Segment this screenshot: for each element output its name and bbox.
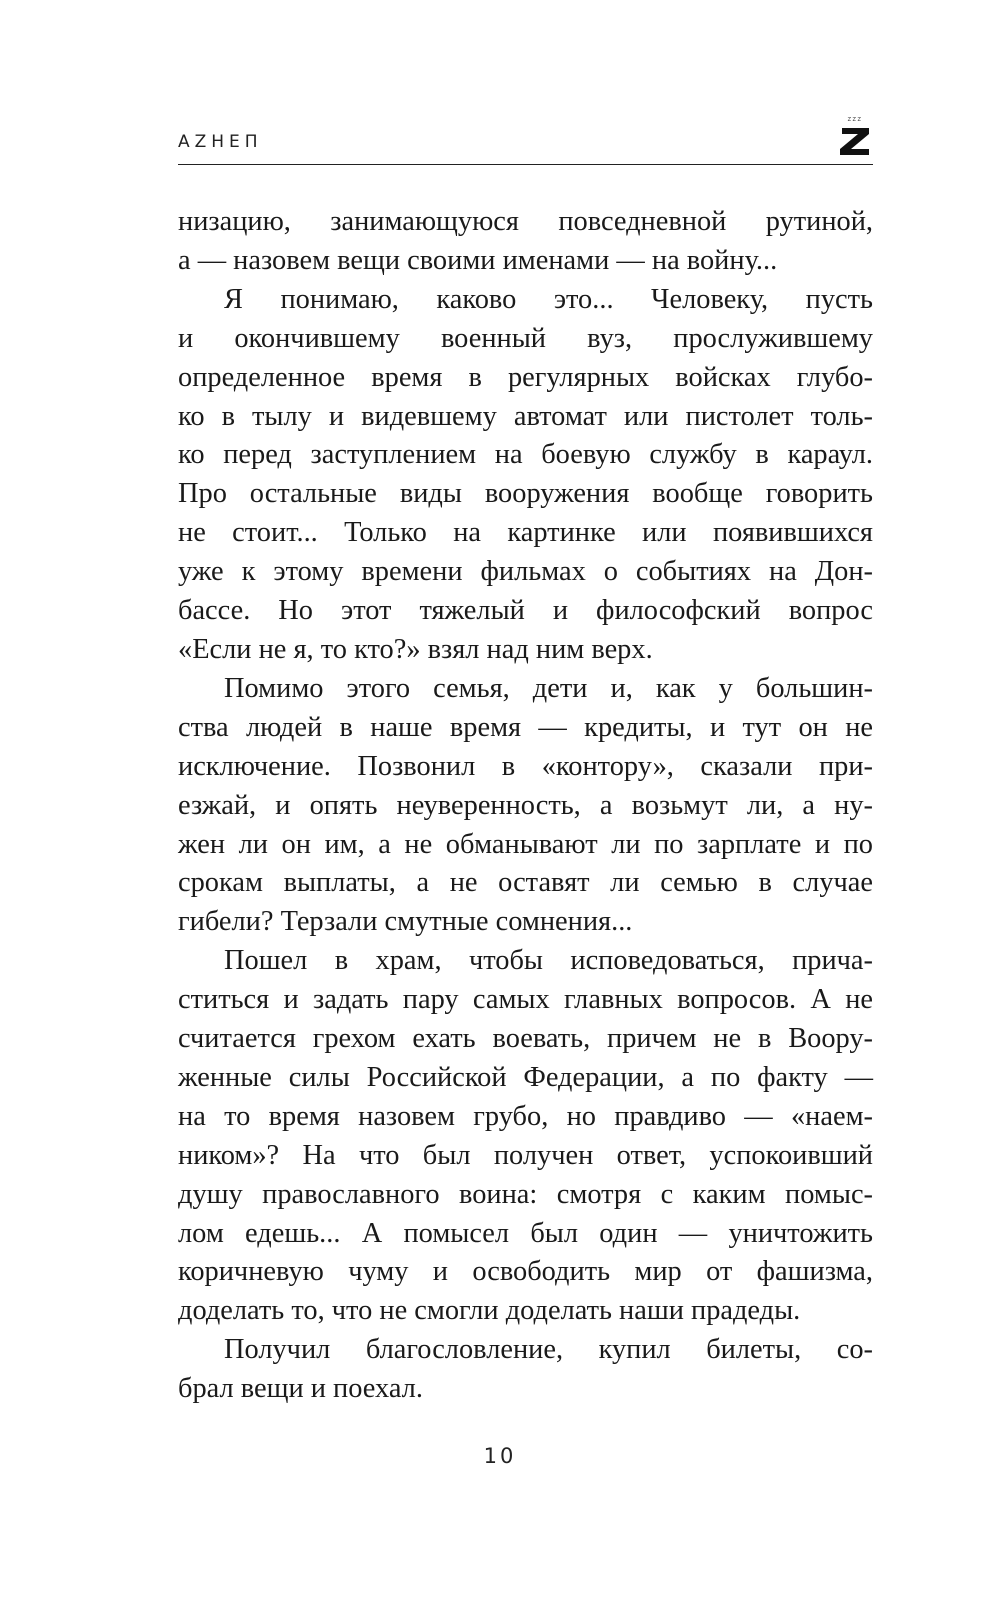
text-line: доделать то, что не смогли доделать наши прадеды.	[178, 1295, 801, 1327]
text-line: езжай, и опять неуверенность, а возьмут ли, а ну-	[178, 789, 873, 821]
text-line: определенное время в регулярных войсках глубо-	[178, 361, 873, 393]
text-line: считается грехом ехать воевать, причем не в Воору-	[178, 1023, 873, 1055]
text-line: душу православного воина: смотря с каким помыс-	[178, 1178, 873, 1210]
text-line: брал вещи и поехал.	[178, 1373, 423, 1405]
text-line: срокам выплаты, а не оставят ли семью в случае	[178, 867, 873, 899]
text-line: ко в тылу и видевшему автомат или пистолет толь-	[178, 400, 873, 432]
publisher-logo	[837, 117, 873, 157]
text-line: Я понимаю, каково это... Человеку, пусть	[224, 283, 873, 315]
running-header	[178, 108, 873, 165]
text-line: не стоит... Только на картинке или появившихся	[178, 517, 873, 549]
text-line: жен ли он им, а не обманывают ли по зарплате и по	[178, 828, 873, 860]
text-line: Получил благословление, купил билеты, со-	[224, 1334, 873, 1366]
text-line: и окончившему военный вуз, прослужившему	[178, 322, 873, 354]
text-line: низацию, занимающуюся повседневной рутиной,	[178, 206, 873, 237]
z-logo-icon	[838, 125, 872, 157]
running-title: AZHEП	[178, 132, 263, 152]
text-line: лом едешь... А помысел был один — уничтожить	[178, 1217, 873, 1249]
page-number: 10	[483, 1444, 517, 1468]
text-line: женные силы Российской Федерации, а по факту —	[178, 1061, 873, 1093]
text-line: гибели? Терзали смутные сомнения...	[178, 906, 633, 938]
text-line: ства людей в наше время — кредиты, и тут он не	[178, 711, 873, 743]
text-line: бассе. Но этот тяжелый и философский вопрос	[178, 595, 873, 627]
text-line: «Если не я, то кто?» взял над ним верх.	[178, 633, 653, 665]
text-line: ститься и задать пару самых главных вопросов. А не	[178, 984, 873, 1016]
logo-caption: ZZZ	[847, 117, 863, 123]
text-line: коричневую чуму и освободить мир от фашизма,	[178, 1256, 873, 1288]
text-line: исключение. Позвонил в «контору», сказали при-	[178, 750, 873, 782]
text-line: Пошел в храм, чтобы исповедоваться, прича-	[224, 945, 873, 977]
text-line: на то время назовем грубо, но правдиво — «наем-	[178, 1100, 873, 1132]
text-line: уже к этому времени фильмах о событиях на Дон-	[178, 556, 873, 588]
text-line: Помимо этого семья, дети и, как у большин-	[224, 672, 873, 704]
text-line: ко перед заступлением на боевую службу в караул.	[178, 439, 873, 471]
text-line: ником»? На что был получен ответ, успокоивший	[178, 1139, 873, 1171]
body-text	[178, 203, 873, 1409]
text-line: Про остальные виды вооружения вообще говорить	[178, 478, 873, 510]
text-line: а — назовем вещи своими именами — на войну...	[178, 244, 778, 276]
